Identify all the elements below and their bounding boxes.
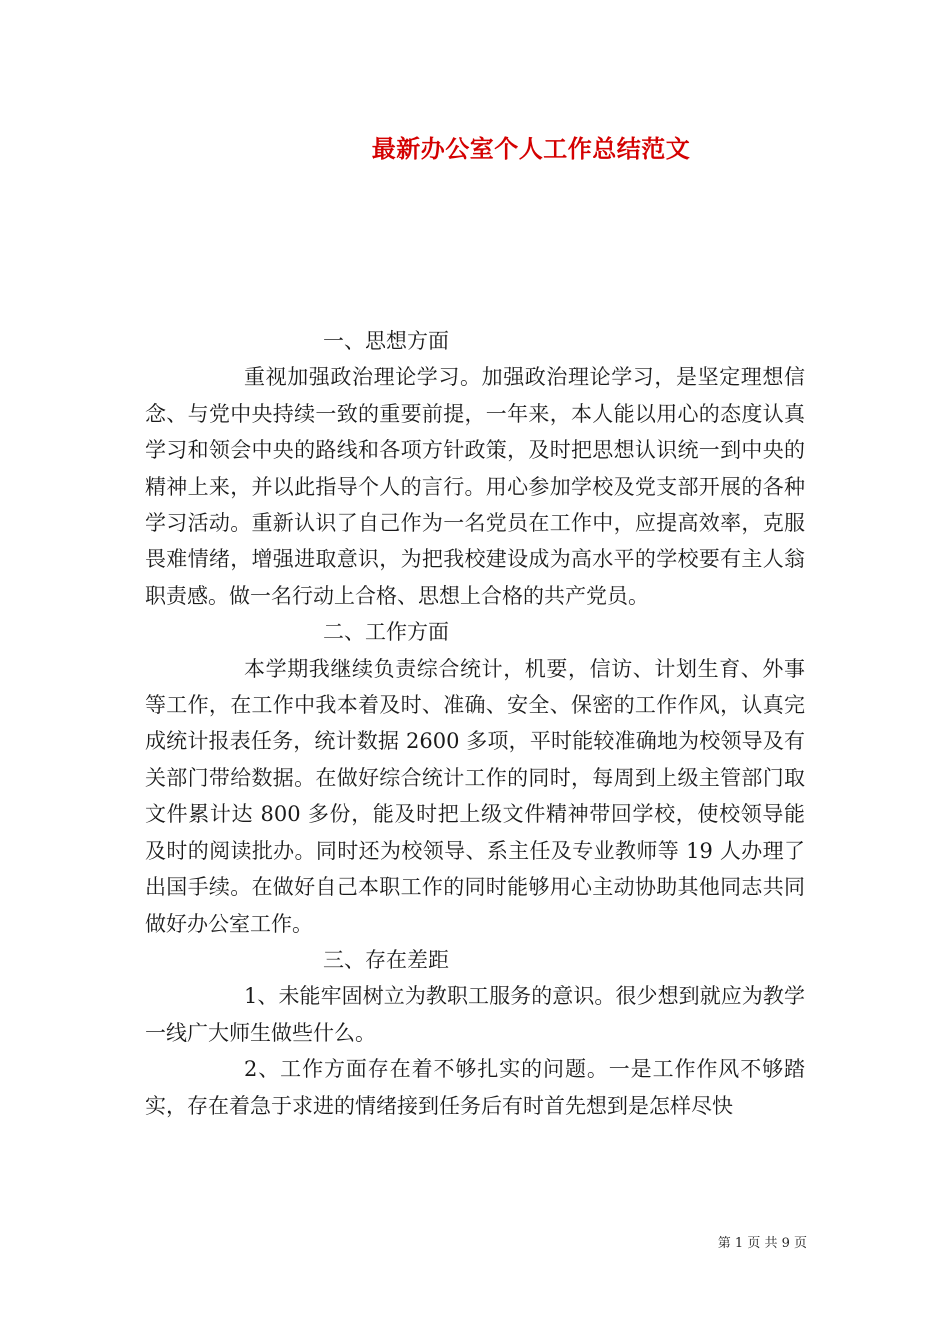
paragraph: 1、未能牢固树立为教职工服务的意识。很少想到就应为教学一线广大师生做些什么。 bbox=[145, 984, 805, 1045]
paragraph: 2、工作方面存在着不够扎实的问题。一是工作作风不够踏实，存在着急于求进的情绪接到任务后有时首先想到是怎样尽快 bbox=[145, 1057, 805, 1118]
document-title: 最新办公室个人工作总结范文 bbox=[371, 134, 691, 163]
paragraph: 本学期我继续负责综合统计，机要，信访、计划生育、外事等工作，在工作中我本着及时、准确、安全、保密的工作作风，认真完成统计报表任务，统计数据 2600 多项，平时能较准确地为校领导及有关部门带给数据。在做好综合统计工作的同时，每周到上级主管部门取文件累计达 800 多份，能及时把上级文件精神带回学校，使校领导能及时的阅读批办。同时还为校领导、系主任及专业教师等 19 人办理了出国手续。在做好自己本职工作的同时能够用心主动协助其他同志共同做好办公室工作。 bbox=[145, 656, 805, 936]
page-number-footer: 第 1 页 共 9 页 bbox=[717, 1236, 807, 1251]
document-body bbox=[145, 323, 805, 1124]
paragraph: 重视加强政治理论学习。加强政治理论学习，是坚定理想信念、与党中央持续一致的重要前提，一年来，本人能以用心的态度认真学习和领会中央的路线和各项方针政策，及时把思想认识统一到中央的精神上来，并以此指导个人的言行。用心参加学校及党支部开展的各种学习活动。重新认识了自己作为一名党员在工作中，应提高效率，克服畏难情绪，增强进取意识，为把我校建设成为高水平的学校要有主人翁职责感。做一名行动上合格、思想上合格的共产党员。 bbox=[145, 365, 805, 608]
section-heading: 一、思想方面 bbox=[323, 329, 449, 353]
section-heading: 三、存在差距 bbox=[323, 947, 449, 972]
section-heading: 二、工作方面 bbox=[323, 620, 449, 645]
